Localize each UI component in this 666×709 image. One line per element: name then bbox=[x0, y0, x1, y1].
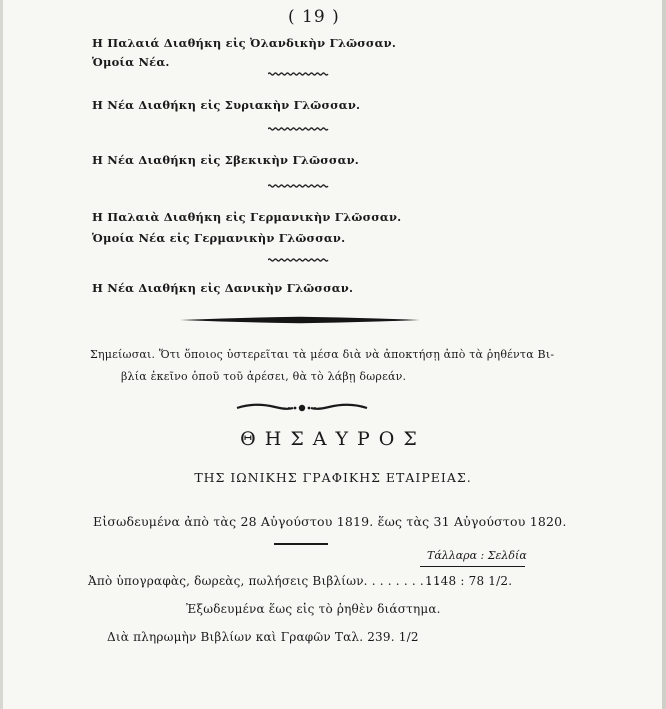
small-divider-ornament bbox=[268, 127, 330, 131]
small-divider-ornament bbox=[268, 72, 330, 76]
note-line-1: Σημείωσαι. Ὅτι ὅποιος ὑστερεῖται τὰ μέσα διὰ νὰ ἀποκτήσῃ ἀπὸ τὰ ῥηθέντα Βι- bbox=[90, 348, 555, 361]
book-line-dutch-old: Η Παλαιά Διαθήκη εἰς Ὀλανδικὴν Γλῶσσαν. bbox=[92, 36, 397, 50]
expense-heading: Ἐξωδευμένα ἕως εἰς τὸ ῥηθὲν διάστημα. bbox=[186, 602, 441, 616]
page-edge-left bbox=[0, 0, 3, 709]
page-edge-right bbox=[662, 0, 666, 709]
income-row-value: 1148 : 78 1/2. bbox=[425, 574, 513, 588]
book-line-german-new: Ὁμοία Νέα εἰς Γερμανικὴν Γλῶσσαν. bbox=[92, 231, 346, 245]
column-header-rule bbox=[420, 566, 525, 567]
short-rule bbox=[274, 543, 328, 545]
book-line-swedish: Η Νέα Διαθήκη εἰς Σβεκικὴν Γλῶσσαν. bbox=[92, 153, 360, 167]
book-line-danish: Η Νέα Διαθήκη εἰς Δανικὴν Γλῶσσαν. bbox=[92, 281, 354, 295]
book-line-german-old: Η Παλαιὰ Διαθήκη εἰς Γερμανικὴν Γλῶσσαν. bbox=[92, 210, 402, 224]
treasury-subtitle: ΤΗΣ ΙΩΝΙΚΗΣ ΓΡΑΦΙΚΗΣ ΕΤΑΙΡΕΙΑΣ. bbox=[194, 470, 472, 485]
book-line-syriac: Η Νέα Διαθήκη εἰς Συριακὴν Γλῶσσαν. bbox=[92, 98, 361, 112]
page-number: ( 19 ) bbox=[288, 7, 340, 27]
treasury-title: ΘΗΣΑΥΡΟΣ bbox=[240, 428, 426, 450]
currency-column-header: Τάλλαρα : Σελδία bbox=[427, 549, 527, 562]
income-row-label: Ἀπὸ ὑπογραφὰς, δωρεὰς, πωλήσεις Βιβλίων. . . . . . . . . . bbox=[88, 574, 440, 588]
note-line-2: βλία ἐκεῖνο ὁποῦ τοῦ ἀρέσει, θὰ τὸ λάβῃ δωρεάν. bbox=[121, 370, 407, 383]
income-period: Εἰσωδευμένα ἀπὸ τὰς 28 Αὐγούστου 1819. ἕως τὰς 31 Αὐγούστου 1820. bbox=[93, 514, 567, 529]
flourish-ornament bbox=[235, 400, 369, 419]
tapered-rule-ornament bbox=[180, 316, 420, 324]
expense-line: Διὰ πληρωμὴν Βιβλίων καὶ Γραφῶν Ταλ. 239. 1/2 bbox=[107, 630, 419, 644]
small-divider-ornament bbox=[268, 258, 330, 262]
small-divider-ornament bbox=[268, 184, 330, 188]
book-line-dutch-new: Ὁμοία Νέα. bbox=[92, 55, 170, 69]
